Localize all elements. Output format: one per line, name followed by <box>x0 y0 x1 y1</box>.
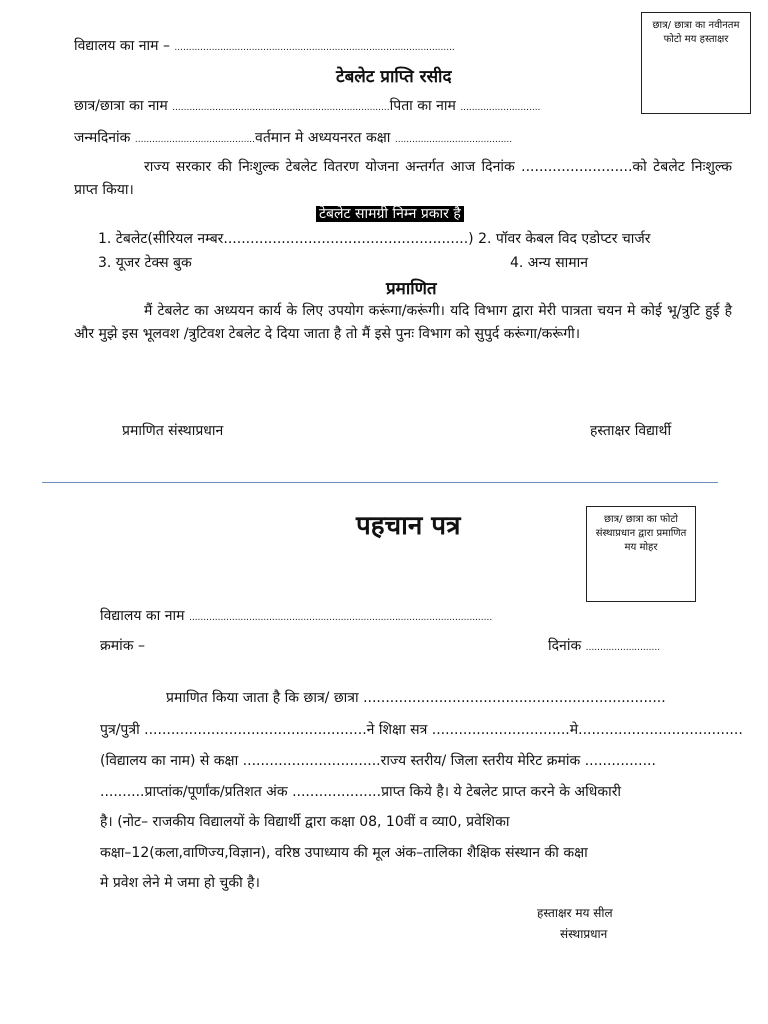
idcard-line-1: प्रमाणित किया जाता है कि छात्र/ छात्रा .................................................................... <box>166 690 666 706</box>
idcard-date-blank: .......................... <box>585 643 661 653</box>
idcard-photo-caption: छात्र/ छात्रा का फोटो संस्थाप्रधान द्वारा प्रमाणित मय मोहर <box>595 514 687 553</box>
idcard-line-4: ..........प्राप्तांक/पूर्णांक/प्रतिशत अंक ....................प्राप्त किये है। ये टेबलेट प्राप्त करने के अधिकारी <box>100 784 622 800</box>
school-name-field <box>74 36 455 55</box>
idcard-serial-label: क्रमांक – <box>100 638 145 654</box>
idcard-school-label: विद्यालय का नाम <box>100 608 185 624</box>
sign-head-certified: प्रमाणित संस्थाप्रधान <box>122 423 224 439</box>
school-name-label: विद्यालय का नाम – <box>74 38 170 54</box>
material-item-1-2: 1. टेबलेट(सीरियल नम्बर.......................................................) 2. पॉवर केबल विद एडोप्टर चार्जर <box>98 231 651 247</box>
current-class-label: वर्तमान मे अध्ययनरत कक्षा <box>255 130 391 146</box>
material-item-4: 4. अन्य सामान <box>510 255 589 271</box>
student-name-blank: ............................................................................ <box>172 103 390 113</box>
idcard-school-field <box>100 606 492 625</box>
receipt-title: टेबलेट प्राप्ति रसीद <box>336 67 452 87</box>
receipt-statement: राज्य सरकार की निःशुल्क टेबलेट वितरण योजना अन्तर्गत आज दिनांक .........................को टेबलेट निःशुल्क प्राप्त किया। <box>74 159 732 198</box>
idcard-sign-head: संस्थाप्रधान <box>560 927 608 941</box>
idcard-line-6: कक्षा–12(कला,वाणिज्य,विज्ञान), वरिष्ठ उपाध्याय की मूल अंक–तालिका शैक्षिक संस्थान की कक्षा <box>100 845 588 861</box>
student-photo-box <box>641 12 751 114</box>
certified-heading: प्रमाणित <box>386 279 437 299</box>
dob-class-field <box>74 128 512 147</box>
father-name-blank: ............................ <box>460 103 541 113</box>
idcard-line-2: पुत्र/पुत्री ..................................................ने शिक्षा सत्र ...............................मे..................................... <box>100 722 743 738</box>
idcard-date-label: दिनांक <box>548 638 582 654</box>
idcard-sign-seal: हस्ताक्षर मय सील <box>537 906 613 920</box>
idcard-photo-box <box>586 506 696 602</box>
idcard-line-7: मे प्रवेश लेने मे जमा हो चुकी है। <box>100 875 260 891</box>
material-heading-text: टेबलेट सामग्री निम्न प्रकार है <box>316 206 464 222</box>
current-class-blank: ......................................... <box>394 135 513 145</box>
idcard-line-5: है। (नोट– राजकीय विद्यालयों के विद्यार्थी द्वारा कक्षा 08, 10वीं व व्या0, प्रवेशिका <box>100 814 510 830</box>
idcard-title: पहचान पत्र <box>356 511 461 541</box>
material-heading <box>316 204 464 223</box>
student-name-field <box>74 96 540 115</box>
student-photo-caption: छात्र/ छात्रा का नवीनतम फोटो मय हस्ताक्षर <box>652 20 740 45</box>
dob-label: जन्मदिनांक <box>74 130 131 146</box>
idcard-line-3: (विद्यालय का नाम) से कक्षा ...............................राज्य स्तरीय/ जिला स्तरीय मेरिट क्रमांक ................ <box>100 753 656 769</box>
sign-student: हस्ताक्षर विद्यार्थी <box>590 423 672 439</box>
idcard-date-field <box>548 636 660 655</box>
idcard-school-blank: .......................................................................................................... <box>188 613 493 623</box>
dob-blank: .......................................... <box>134 135 256 145</box>
material-item-3: 3. यूजर टेक्स बुक <box>98 255 192 271</box>
declaration-paragraph: मैं टेबलेट का अध्ययन कार्य के लिए उपयोग करूंगा/करूंगी। यदि विभाग द्वारा मेरी पात्रता चयन मे कोई भू/त्रुटि हुई है और मुझे इस भूलवश /त्रुटिवश टेबलेट दे दिया जाता है तो मैं इसे पुनः विभाग को सुपुर्द करूंगा/करूंगी। <box>74 303 732 342</box>
school-name-blank: .................................................................................................. <box>174 43 455 53</box>
father-name-label: पिता का नाम <box>389 98 456 114</box>
section-divider <box>42 482 718 483</box>
student-name-label: छात्र/छात्रा का नाम <box>74 98 168 114</box>
